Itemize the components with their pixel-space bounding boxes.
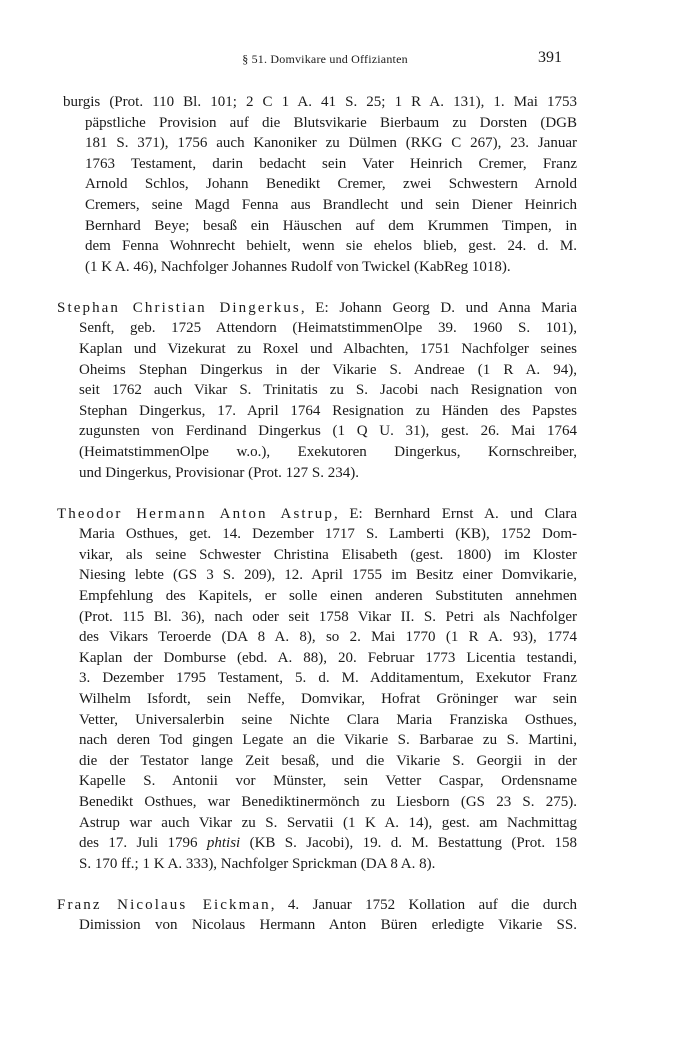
entry-eickman — [57, 895, 577, 936]
text-line: die der Testator lange Zeit besaß, und die Vikarie S. Georgii in der — [79, 752, 577, 769]
text-line: (HeimatstimmenOlpe w.o.), Exekutoren Dingerkus, Kornschreiber, — [79, 444, 577, 460]
text-line: Vetter, Universalerbin seine Nichte Clara Maria Franziska Osthues, — [79, 711, 577, 728]
text-line: Bernhard Beye; besaß ein Häuschen auf dem Krummen Timpen, in — [85, 217, 577, 234]
person-name: Theodor Hermann Anton Astrup — [57, 505, 334, 522]
text-line: Astrup war auch Vikar zu S. Servatii (1 K A. 14), gest. am Nachmittag — [79, 814, 577, 831]
text-line: Dimission von Nicolaus Hermann Anton Büren erledigte Vikarie SS. — [79, 917, 577, 934]
entry-heading-line — [57, 298, 577, 319]
entry-continuation — [63, 92, 577, 277]
text-line: Senft, geb. 1725 Attendorn (HeimatstimmenOlpe 39. 1960 S. 101), — [79, 320, 577, 337]
text-fragment: des 17. Juli 1796 — [79, 835, 207, 852]
text-line: und Dingerkus, Provisionar (Prot. 127 S. 234). — [79, 464, 359, 481]
text-line: vikar, als seine Schwester Christina Elisabeth (gest. 1800) im Kloster — [79, 546, 577, 563]
body-text — [57, 92, 577, 957]
italic-term: phtisi — [206, 835, 241, 852]
entry-heading-line — [57, 504, 577, 525]
text-line: 3. Dezember 1795 Testament, 5. d. M. Additamentum, Exekutor Franz — [79, 670, 577, 687]
heading-rest: , E: Johann Georg D. und Anna Maria — [300, 299, 577, 316]
text-line: Niesing lebte (GS 3 S. 209), 12. April 1755 im Besitz einer Domvikarie, — [79, 567, 577, 584]
text-line: Empfehlung des Kapitels, er solle einen anderen Substituten annehmen — [79, 588, 577, 605]
person-name: Franz Nicolaus Eickman — [57, 896, 271, 913]
text-line: nach deren Tod gingen Legate an die Vikarie S. Barbarae zu S. Martini, — [79, 732, 577, 749]
text-line: burgis (Prot. 110 Bl. 101; 2 C 1 A. 41 S. 25; 1 R A. 131), 1. Mai 1753 — [63, 94, 577, 110]
text-line: Kaplan und Vizekurat zu Roxel und Albachten, 1751 Nachfolger seines — [79, 341, 577, 358]
text-line: seit 1762 auch Vikar S. Trinitatis zu S. Jacobi nach Resignation von — [79, 382, 577, 399]
text-line: des Vikars Teroerde (DA 8 A. 8), so 2. Mai 1770 (1 R A. 93), 1774 — [79, 629, 577, 646]
text-line: Benedikt Osthues, war Benediktinermönch zu Liesborn (GS 23 S. 275). — [79, 794, 577, 810]
text-line: dem Fenna Wohnrecht behielt, wenn sie ehelos blieb, gest. 24. d. M. — [85, 238, 577, 255]
text-fragment: (KB S. Jacobi), 19. d. M. Bestattung (Prot. 158 — [240, 835, 577, 852]
entry-dingerkus — [57, 298, 577, 483]
running-title: § 51. Domvikare und Offizianten — [242, 52, 408, 66]
text-line: Cremers, seine Magd Fenna aus Brandlecht und sein Diener Heinrich — [85, 196, 577, 213]
text-line: Stephan Dingerkus, 17. April 1764 Resignation zu Händen des Papstes — [79, 402, 577, 419]
text-line — [57, 833, 577, 854]
text-line: zugunsten von Ferdinand Dingerkus (1 Q U. 31), gest. 26. Mai 1764 — [79, 423, 577, 440]
text-line: 1763 Testament, darin bedacht sein Vater Heinrich Cremer, Franz — [85, 155, 577, 172]
text-line: Arnold Schlos, Johann Benedikt Cremer, zwei Schwestern Arnold — [85, 176, 577, 193]
text-line: (Prot. 115 Bl. 36), nach oder seit 1758 Vikar II. S. Petri als Nachfolger — [79, 608, 577, 625]
text-line: S. 170 ff.; 1 K A. 333), Nachfolger Sprickman (DA 8 A. 8). — [79, 855, 436, 872]
heading-rest: , E: Bernhard Ernst A. und Clara — [333, 505, 577, 522]
entry-heading-line — [57, 895, 577, 916]
text-line: Kapelle S. Antonii vor Münster, sein Vetter Caspar, Ordensname — [79, 773, 577, 790]
text-line: (1 K A. 46), Nachfolger Johannes Rudolf von Twickel (KabReg 1018). — [85, 258, 511, 275]
text-line: päpstliche Provision auf die Blutsvikarie Bierbaum zu Dorsten (DGB — [85, 114, 577, 131]
text-line: Kaplan der Domburse (ebd. A. 88), 20. Februar 1773 Licentia testandi, — [79, 649, 577, 666]
text-line: Oheims Stephan Dingerkus in der Vikarie S. Andreae (1 R A. 94), — [79, 361, 577, 378]
person-name: Stephan Christian Dingerkus — [57, 299, 301, 316]
running-header — [0, 48, 700, 72]
page-number: 391 — [538, 49, 562, 66]
text-line: 181 S. 371), 1756 auch Kanoniker zu Dülmen (RKG C 267), 23. Januar — [85, 135, 577, 152]
text-line: Maria Osthues, get. 14. Dezember 1717 S. Lamberti (KB), 1752 Dom- — [79, 526, 577, 543]
text-line: Wilhelm Isfordt, sein Neffe, Domvikar, Hofrat Gröninger war sein — [79, 691, 577, 708]
heading-rest: , 4. Januar 1752 Kollation auf die durch — [270, 896, 577, 913]
entry-astrup — [57, 504, 577, 875]
